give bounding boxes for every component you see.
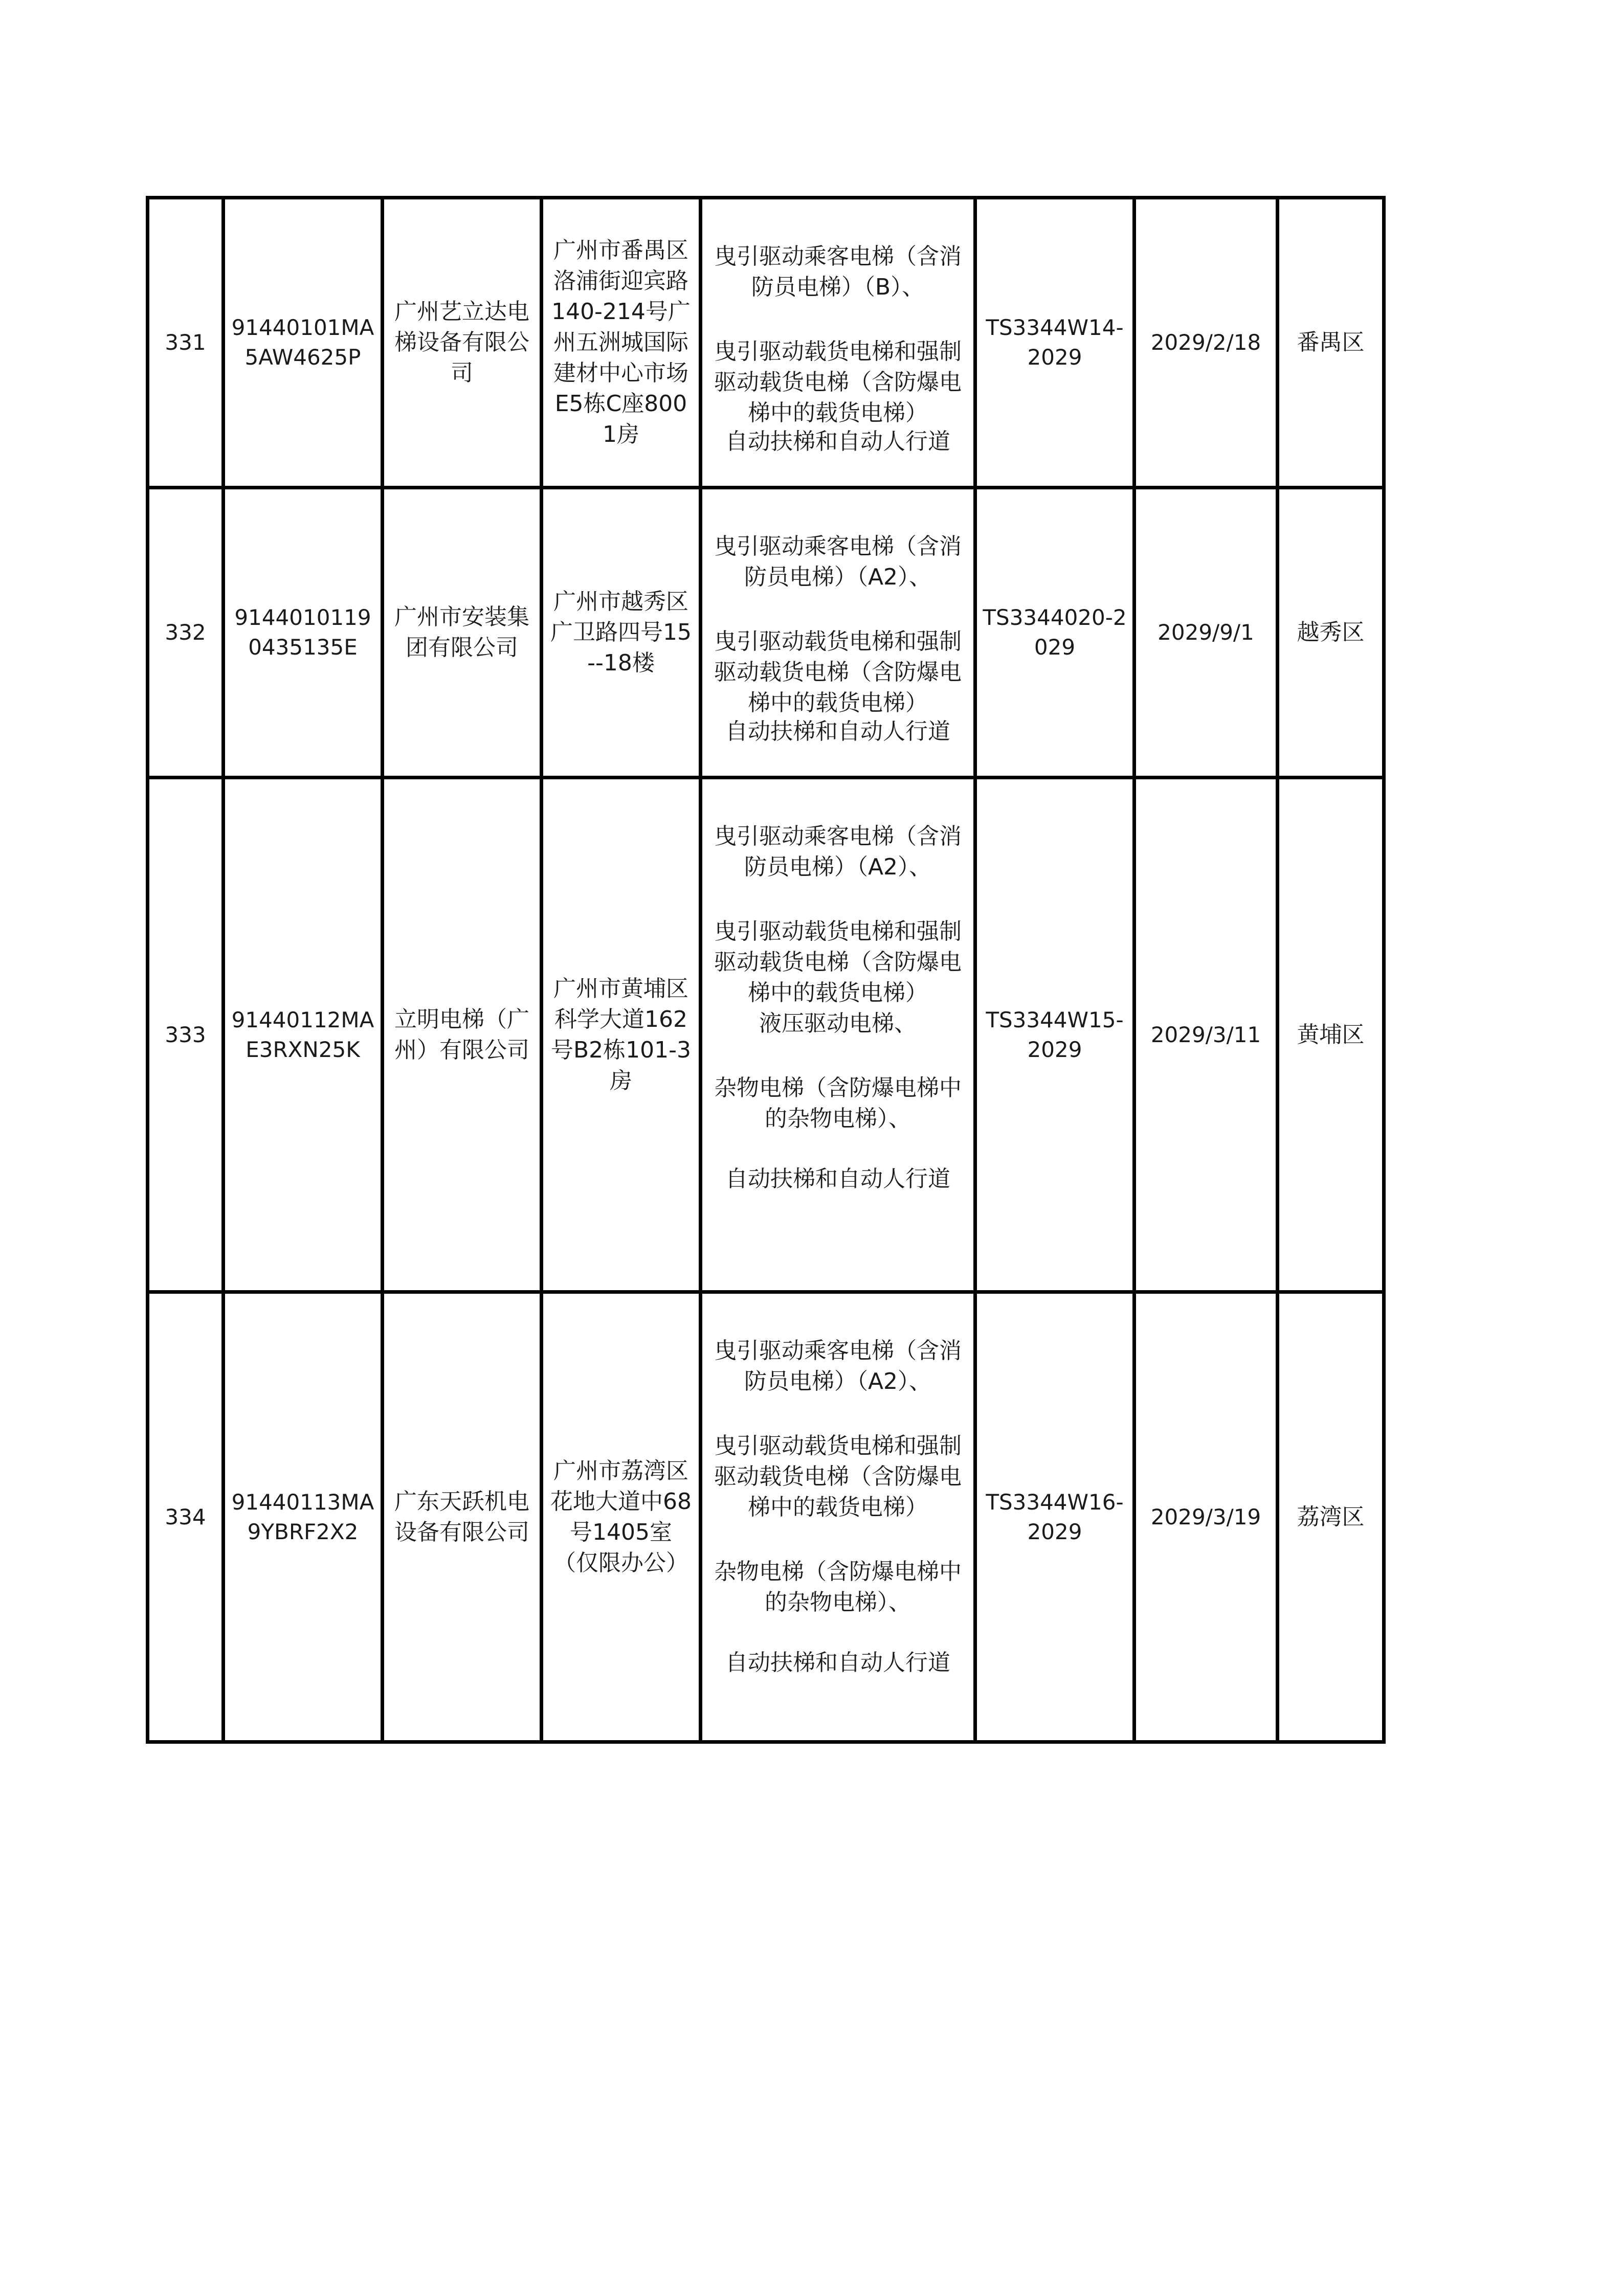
expiry-date: 2029/3/11	[1134, 778, 1278, 1292]
district: 荔湾区	[1278, 1292, 1384, 1742]
credit-code: 91440113MA9YBRF2X2	[224, 1292, 383, 1742]
scope-item: 杂物电梯（含防爆电梯中的杂物电梯）、	[714, 1559, 962, 1615]
table-row	[148, 1292, 1384, 1742]
elevator-unit-registry-table	[146, 196, 1386, 1744]
company-address: 广州市荔湾区花地大道中68号1405室（仅限办公）	[542, 1292, 701, 1742]
certificate-number: TS3344W16-2029	[975, 1292, 1134, 1742]
table-row	[148, 778, 1384, 1292]
district: 番禺区	[1278, 198, 1384, 488]
row-number: 333	[148, 778, 224, 1292]
company-name: 立明电梯（广州）有限公司	[383, 778, 542, 1292]
scope-item: 曳引驱动乘客电梯（含消防员电梯）（B）、	[714, 243, 962, 300]
license-scope	[701, 778, 975, 1292]
company-address: 广州市黄埔区科学大道162号B2栋101-3房	[542, 778, 701, 1292]
license-scope	[701, 198, 975, 488]
row-number: 334	[148, 1292, 224, 1742]
license-scope	[701, 488, 975, 778]
table-row	[148, 488, 1384, 778]
certificate-number: TS3344W14-2029	[975, 198, 1134, 488]
certificate-number: TS3344W15-2029	[975, 778, 1134, 1292]
expiry-date: 2029/2/18	[1134, 198, 1278, 488]
scope-item: 自动扶梯和自动人行道	[725, 1650, 950, 1676]
company-name: 广东天跃机电设备有限公司	[383, 1292, 542, 1742]
expiry-date: 2029/3/19	[1134, 1292, 1278, 1742]
scope-item: 曳引驱动载货电梯和强制驱动载货电梯（含防爆电梯中的载货电梯）	[714, 628, 962, 716]
district: 越秀区	[1278, 488, 1384, 778]
scope-item: 杂物电梯（含防爆电梯中的杂物电梯）、	[714, 1075, 962, 1132]
scope-item: 曳引驱动载货电梯和强制驱动载货电梯（含防爆电梯中的载货电梯）	[714, 1433, 962, 1520]
expiry-date: 2029/9/1	[1134, 488, 1278, 778]
company-name: 广州市安装集团有限公司	[383, 488, 542, 778]
table-row	[148, 198, 1384, 488]
scope-item: 曳引驱动载货电梯和强制驱动载货电梯（含防爆电梯中的载货电梯）	[714, 339, 962, 426]
credit-code: 91440101190435135E	[224, 488, 383, 778]
credit-code: 91440101MA5AW4625P	[224, 198, 383, 488]
license-scope	[701, 1292, 975, 1742]
company-name: 广州艺立达电梯设备有限公司	[383, 198, 542, 488]
scope-item: 曳引驱动乘客电梯（含消防员电梯）（A2）、	[714, 1338, 962, 1394]
scope-item: 自动扶梯和自动人行道	[725, 1166, 950, 1192]
company-address: 广州市番禺区洛浦街迎宾路140-214号广州五洲城国际建材中心市场E5栋C座8001房	[542, 198, 701, 488]
row-number: 331	[148, 198, 224, 488]
certificate-number: TS3344020-2029	[975, 488, 1134, 778]
scope-item: 曳引驱动乘客电梯（含消防员电梯）（A2）、	[714, 823, 962, 880]
district: 黄埔区	[1278, 778, 1384, 1292]
credit-code: 91440112MAE3RXN25K	[224, 778, 383, 1292]
row-number: 332	[148, 488, 224, 778]
company-address: 广州市越秀区广卫路四号15--18楼	[542, 488, 701, 778]
scope-item: 自动扶梯和自动人行道	[725, 718, 950, 745]
scope-item: 自动扶梯和自动人行道	[725, 429, 950, 455]
scope-item: 液压驱动电梯、	[759, 1010, 917, 1037]
scope-item: 曳引驱动载货电梯和强制驱动载货电梯（含防爆电梯中的载货电梯）	[714, 918, 962, 1006]
scope-item: 曳引驱动乘客电梯（含消防员电梯）（A2）、	[714, 533, 962, 590]
